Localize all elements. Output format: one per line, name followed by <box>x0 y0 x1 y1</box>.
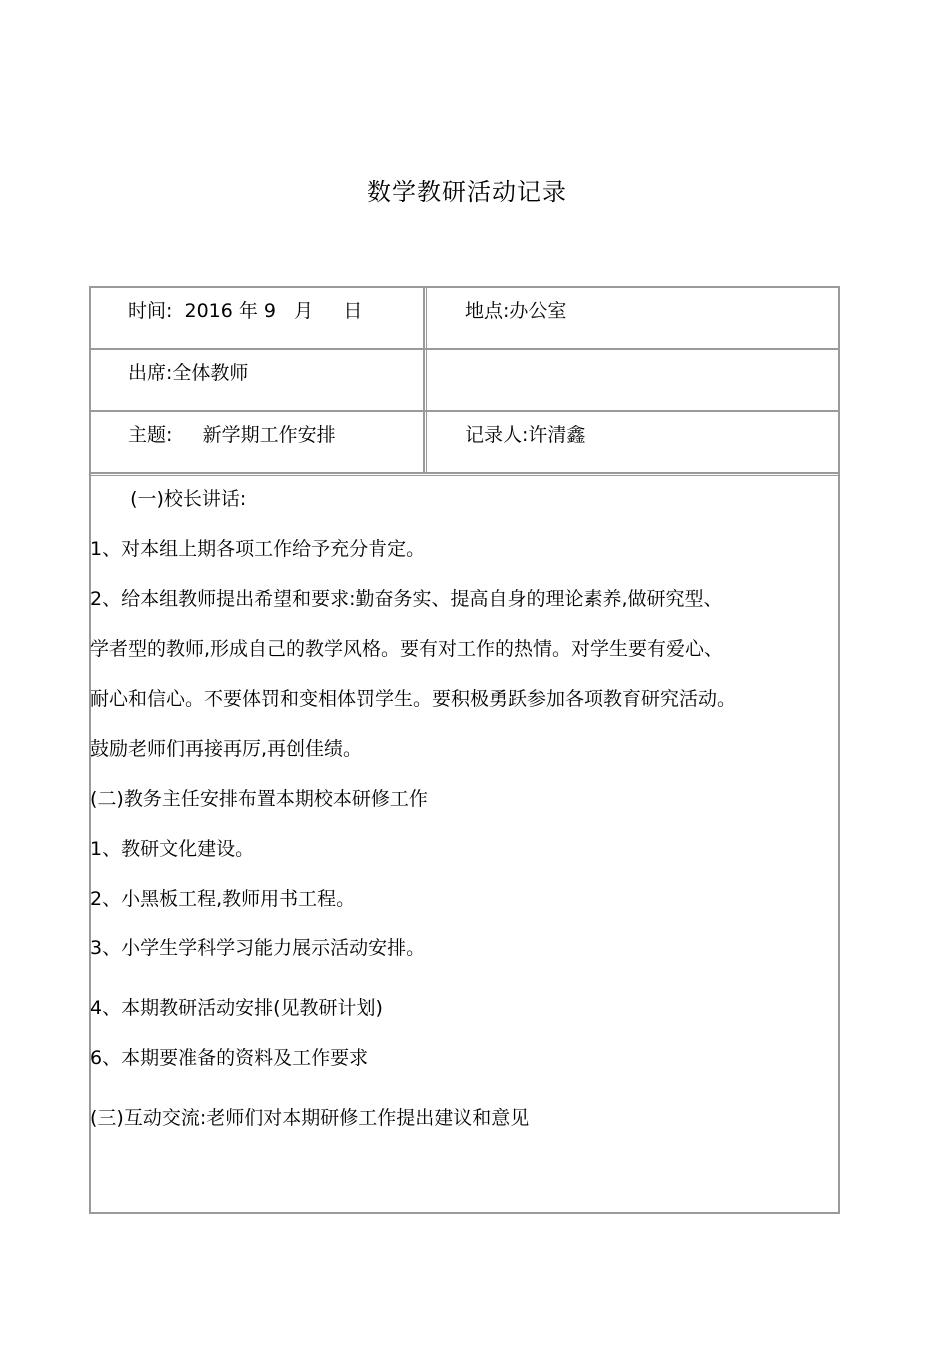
attendees-field: 出席:全体教师 <box>128 362 249 384</box>
content-line: 4、本期教研活动安排(见教研计划) <box>90 997 383 1019</box>
time-field: 时间: 2016 年 9 月 日 <box>128 300 363 322</box>
content-line: 学者型的教师,形成自己的教学风格。要有对工作的热情。对学生要有爱心、 <box>90 638 724 660</box>
document-title: 数学教研活动记录 <box>367 178 567 206</box>
row-divider-3b <box>89 475 840 476</box>
section-heading-discussion: (三)互动交流:老师们对本期研修工作提出建议和意见 <box>90 1107 530 1129</box>
content-line: 1、对本组上期各项工作给予充分肯定。 <box>90 538 426 560</box>
content-line: 耐心和信心。不要体罚和变相体罚学生。要积极勇跃参加各项教育研究活动。 <box>90 688 737 710</box>
content-line: 2、小黑板工程,教师用书工程。 <box>90 888 356 910</box>
table-border-bottom <box>89 1212 840 1214</box>
row-divider-3 <box>89 472 840 474</box>
section-heading-principal: (一)校长讲话: <box>118 488 247 510</box>
row-divider-1 <box>89 348 840 350</box>
table-border-right <box>838 286 840 1214</box>
content-line: 1、教研文化建设。 <box>90 838 255 860</box>
table-border-top <box>89 286 840 288</box>
location-field: 地点:办公室 <box>465 300 567 322</box>
column-divider <box>423 286 425 474</box>
content-line: 鼓励老师们再接再厉,再创佳绩。 <box>90 738 363 760</box>
content-line: 2、给本组教师提出希望和要求:勤奋务实、提高自身的理论素养,做研究型、 <box>90 588 723 610</box>
row-divider-2 <box>89 410 840 412</box>
content-line: 6、本期要准备的资料及工作要求 <box>90 1047 369 1069</box>
topic-field: 主题: 新学期工作安排 <box>128 424 336 446</box>
content-line: 3、小学生学科学习能力展示活动安排。 <box>90 937 426 959</box>
section-heading-academic: (二)教务主任安排布置本期校本研修工作 <box>90 788 428 810</box>
recorder-field: 记录人:许清鑫 <box>465 424 586 446</box>
column-divider-inner <box>426 286 427 474</box>
